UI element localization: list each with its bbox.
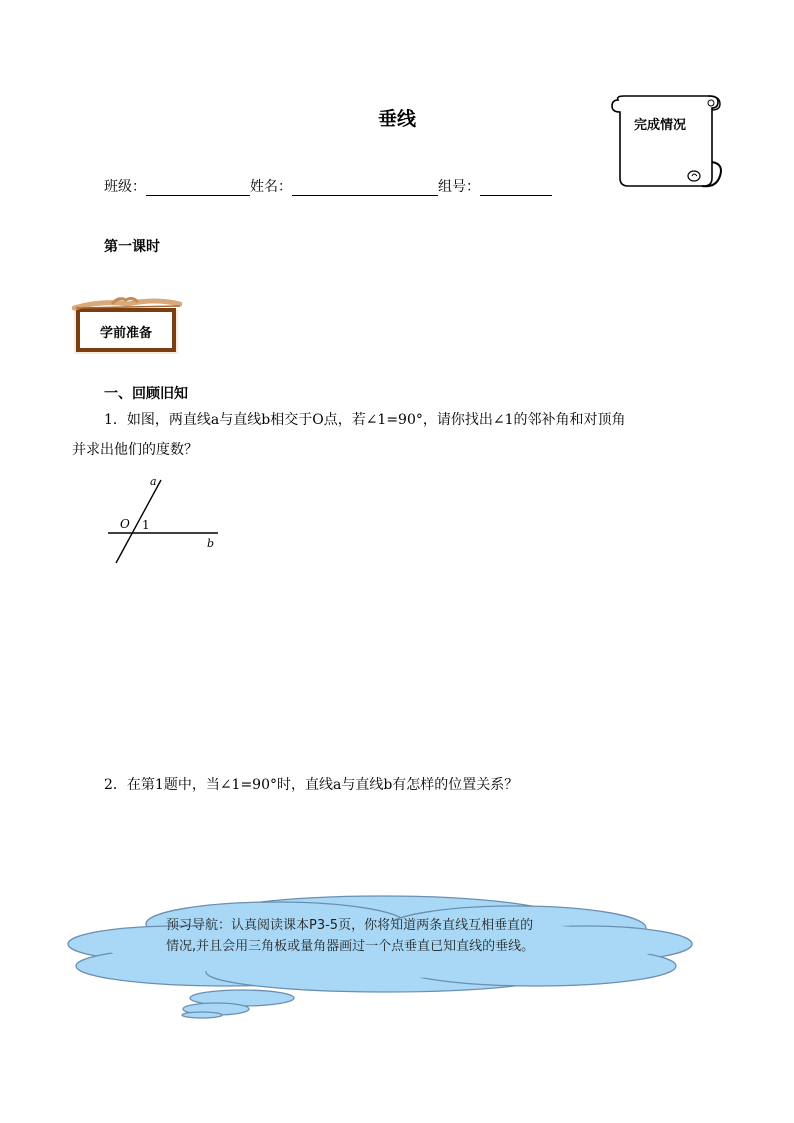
label-a: a [150,475,157,488]
group-blank[interactable] [480,179,552,196]
label-1: 1 [142,518,150,532]
name-blank[interactable] [292,179,438,196]
class-blank[interactable] [146,179,250,196]
question-1-line-1: 1．如图，两直线a与直线b相交于O点，若∠1=90°，请你找出∠1的邻补角和对顶角 [104,412,626,428]
pre-study-banner [72,296,182,354]
class-label: 班级： [104,179,146,195]
page-title: 垂线 [377,108,416,130]
label-o: O [120,517,130,531]
cloud-text-line-2: 情况,并且会用三角板或量角器画过一个点垂直已知直线的垂线。 [166,939,535,954]
section-heading: 一、回顾旧知 [104,386,188,402]
group-label: 组号： [438,179,480,195]
banner-label: 学前准备 [99,326,152,341]
lesson-label: 第一课时 [104,239,160,255]
question-1-line-2: 并求出他们的度数？ [72,442,198,458]
student-info-row [104,176,552,196]
completion-label: 完成情况 [633,118,686,133]
completion-scroll-badge [608,92,724,192]
name-label: 姓名： [250,179,292,195]
question-2: 2．在第1题中，当∠1=90°时，直线a与直线b有怎样的位置关系？ [104,777,519,793]
label-b: b [207,537,215,550]
scroll-icon [608,92,724,192]
intersecting-lines-figure [100,472,230,572]
cloud-text-line-1: 预习导航：认真阅读课本P3-5页，你将知道两条直线互相垂直的 [166,918,534,933]
